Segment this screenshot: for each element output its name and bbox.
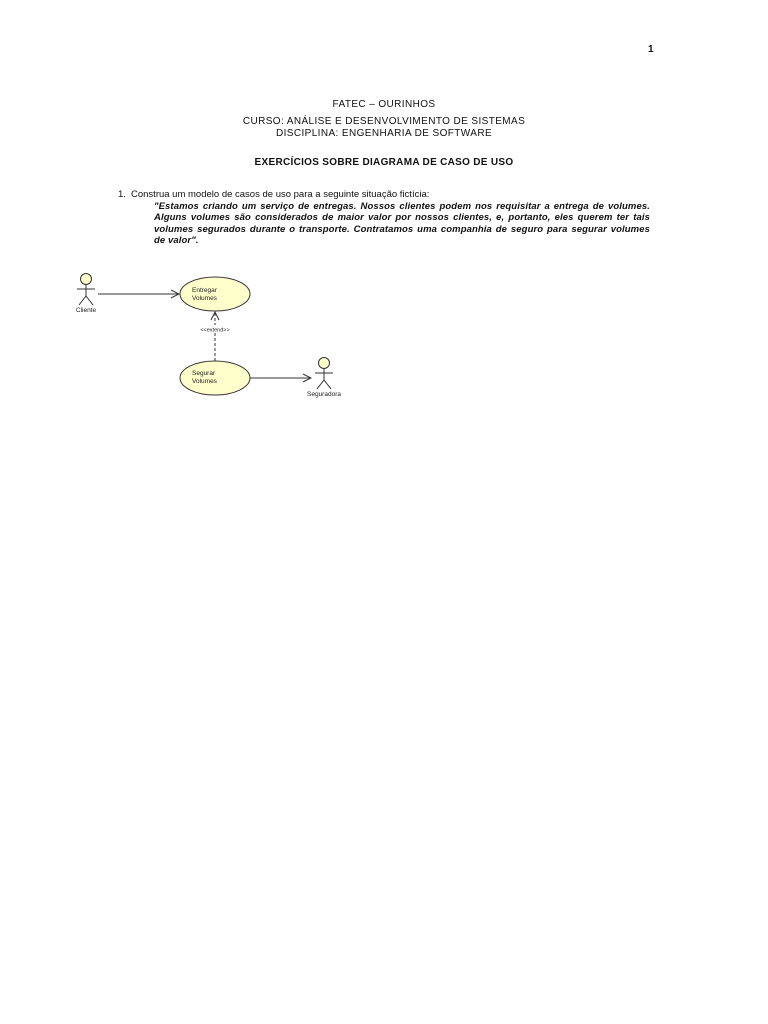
exercise-prompt: Construa um modelo de casos de uso para a seguinte situação fictícia: <box>131 189 430 200</box>
use-case-entregar-volumes <box>180 277 250 311</box>
use-case-diagram-svg <box>60 262 360 412</box>
use-case-entregar-volumes-shape <box>180 277 250 311</box>
use-case-segurar-volumes <box>180 361 250 395</box>
document-subtitle: EXERCÍCIOS SOBRE DIAGRAMA DE CASO DE USO <box>254 157 514 168</box>
actor-seguradora-left-leg <box>317 380 324 389</box>
exercise-number: 1. <box>118 189 126 200</box>
exercise-1 <box>118 189 650 247</box>
use-case-segurar-label-2: Volumes <box>192 378 217 385</box>
use-case-entregar-label-2: Volumes <box>192 295 217 302</box>
exercise-scenario: "Estamos criando um serviço de entregas. Nossos clientes podem nos requisitar a entrega de volumes. Alguns volumes são considerados de maior valor por nossos clientes, e, portanto, eles querem ter tais volumes segurados durante o transporte. Contratamos uma companhia de seguro para segurar volumes de valor". <box>154 200 650 246</box>
actor-cliente <box>76 274 97 315</box>
exercise-prompt-line <box>118 189 650 201</box>
actor-cliente-left-leg <box>79 296 86 305</box>
extend-label: <<extend>> <box>200 327 230 334</box>
actor-seguradora-head <box>319 358 330 369</box>
discipline-name: DISCIPLINA: ENGENHARIA DE SOFTWARE <box>275 128 493 139</box>
institution-name: FATEC – OURINHOS <box>332 99 436 110</box>
use-case-entregar-label-1: Entregar <box>192 287 217 294</box>
course-name: CURSO: ANÁLISE E DESENVOLVIMENTO DE SISTEMAS <box>242 116 526 127</box>
document-header <box>0 99 768 140</box>
page-number: 1 <box>648 44 654 55</box>
use-case-diagram <box>60 262 360 412</box>
use-case-segurar-label-1: Segurar <box>192 370 216 377</box>
actor-cliente-head <box>81 274 92 285</box>
actor-cliente-right-leg <box>86 296 93 305</box>
actor-seguradora-right-leg <box>324 380 331 389</box>
actor-cliente-label: Cliente <box>75 307 97 314</box>
actor-seguradora <box>307 358 341 399</box>
actor-seguradora-label: Seguradora <box>307 391 341 398</box>
